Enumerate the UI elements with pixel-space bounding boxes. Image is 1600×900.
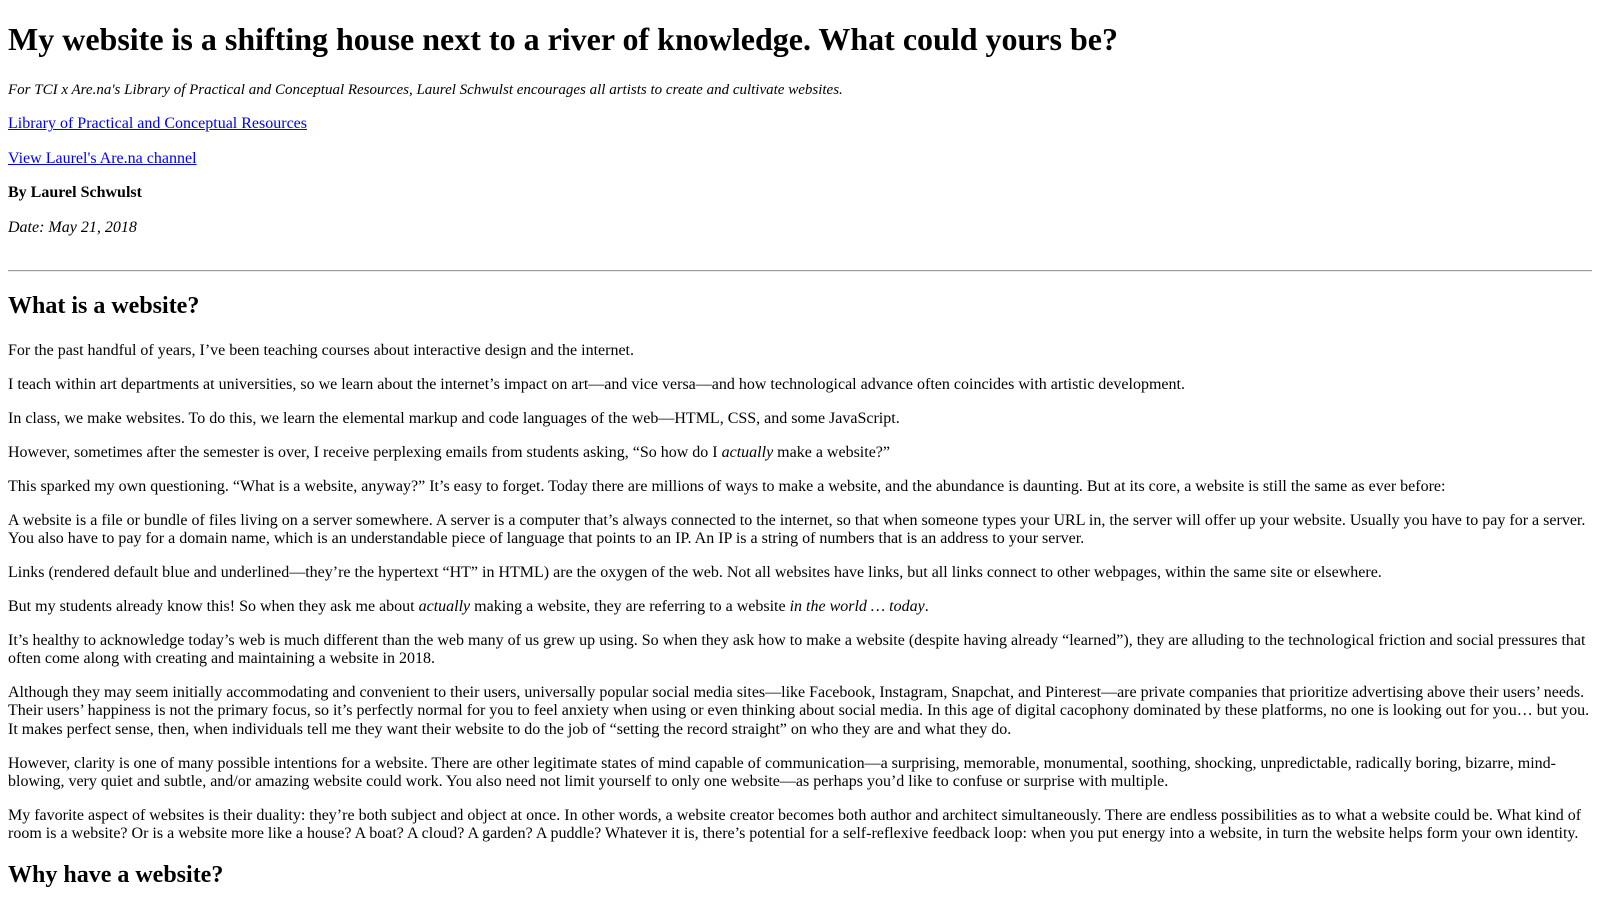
library-link-line [8,115,1592,133]
paragraph [8,598,1592,616]
paragraph: I teach within art departments at universities, so we learn about the internet’s impact on art—and vice versa—and how technological advance often coincides with artistic development. [8,375,1185,393]
emphasis-text: in the world … today [789,597,925,615]
paragraph: Although they may seem initially accommodating and convenient to their users, universally popular social media sites—like Facebook, Instagram, Snapchat, and Pinterest—are private companies that prioritize advertising above their users’ needs. Their users’ happiness is not the primary focus, so it’s perfectly normal for you to feel anxiety when using or even thinking about social media. In this age of digital cacophony dominated by these platforms, no one is looking out for you… but you. It makes perfect sense, then, when individuals tell me they want their website to do the job of “setting the record straight” on who they are and what they do. [8,684,1590,738]
paragraph: My favorite aspect of websites is their duality: they’re both subject and object at once. In other words, a website creator becomes both author and architect simultaneously. There are endless possibilities as to what a website could be. What kind of room is a website? Or is a website more like a house? A boat? A cloud? A garden? A puddle? Whatever it is, there’s potential for a self-reflexive feedback loop: when you put energy into a website, in turn the website helps form your own identity. [8,807,1582,843]
article-page [0,21,1600,889]
arena-channel-link[interactable]: View Laurel's Are.na channel [8,149,197,167]
paragraph-text: making a website, they are referring to a website [470,597,790,615]
paragraph: However, clarity is one of many possible intentions for a website. There are other legitimate states of mind capable of communication—a surprising, memorable, monumental, soothing, shocking, unpredictable, radically boring, bizarre, mind-blowing, very quiet and subtle, and/or amazing website could work. You also need not limit yourself to only one website—as perhaps you’d like to confuse or surprise with multiple. [8,754,1556,791]
emphasis-text: actually [418,597,471,615]
paragraph: In class, we make websites. To do this, we learn the elemental markup and code languages of the web—HTML, CSS, and some JavaScript. [8,409,900,427]
paragraph-text: . [924,597,929,615]
paragraph: For the past handful of years, I’ve been teaching courses about interactive design and the internet. [8,342,634,360]
divider [8,270,1592,272]
publish-date: Date: May 21, 2018 [8,218,137,236]
library-link[interactable]: Library of Practical and Conceptual Resources [8,115,307,133]
paragraph: A website is a file or bundle of files living on a server somewhere. A server is a computer that’s always connected to the internet, so that when someone types your URL in, the server will offer up your website. Usually you have to pay for a server. You also have to pay for a domain name, which is an understandable piece of language that points to an IP. An IP is a string of numbers that is an address to your server. [8,511,1586,547]
byline: By Laurel Schwulst [8,184,142,202]
paragraph: Links (rendered default blue and underlined—they’re the hypertext “HT” in HTML) are the oxygen of the web. Not all websites have links, but all links connect to other webpages, within the same site or elsewhere. [8,563,1382,581]
paragraph [8,444,1592,462]
section-heading-what-is-a-website: What is a website? [8,293,200,320]
emphasis-text: actually [721,443,774,461]
section-heading-why-have-a-website: Why have a website? [8,861,224,888]
paragraph: This sparked my own questioning. “What is a website, anyway?” It’s easy to forget. Today there are millions of ways to make a website, and the abundance is daunting. But at its core, a website is still the same as ever before: [8,477,1446,495]
paragraph-text: But my students already know this! So when they ask me about [8,597,419,615]
paragraph-text: However, sometimes after the semester is over, I receive perplexing emails from students asking, “So how do I [8,443,722,461]
channel-link-line [8,150,1592,168]
paragraph: It’s healthy to acknowledge today’s web is much different than the web many of us grew up using. So when they ask how to make a website (despite having already “learned”), they are alluding to the technological friction and social pressures that often come along with creating and maintaining a website in 2018. [8,631,1586,668]
paragraph-text: make a website?” [773,443,890,461]
article-subtitle: For TCI x Are.na's Library of Practical and Conceptual Resources, Laurel Schwulst encourages all artists to create and cultivate websites. [8,82,843,98]
article-title: My website is a shifting house next to a river of knowledge. What could yours be? [8,21,1118,57]
